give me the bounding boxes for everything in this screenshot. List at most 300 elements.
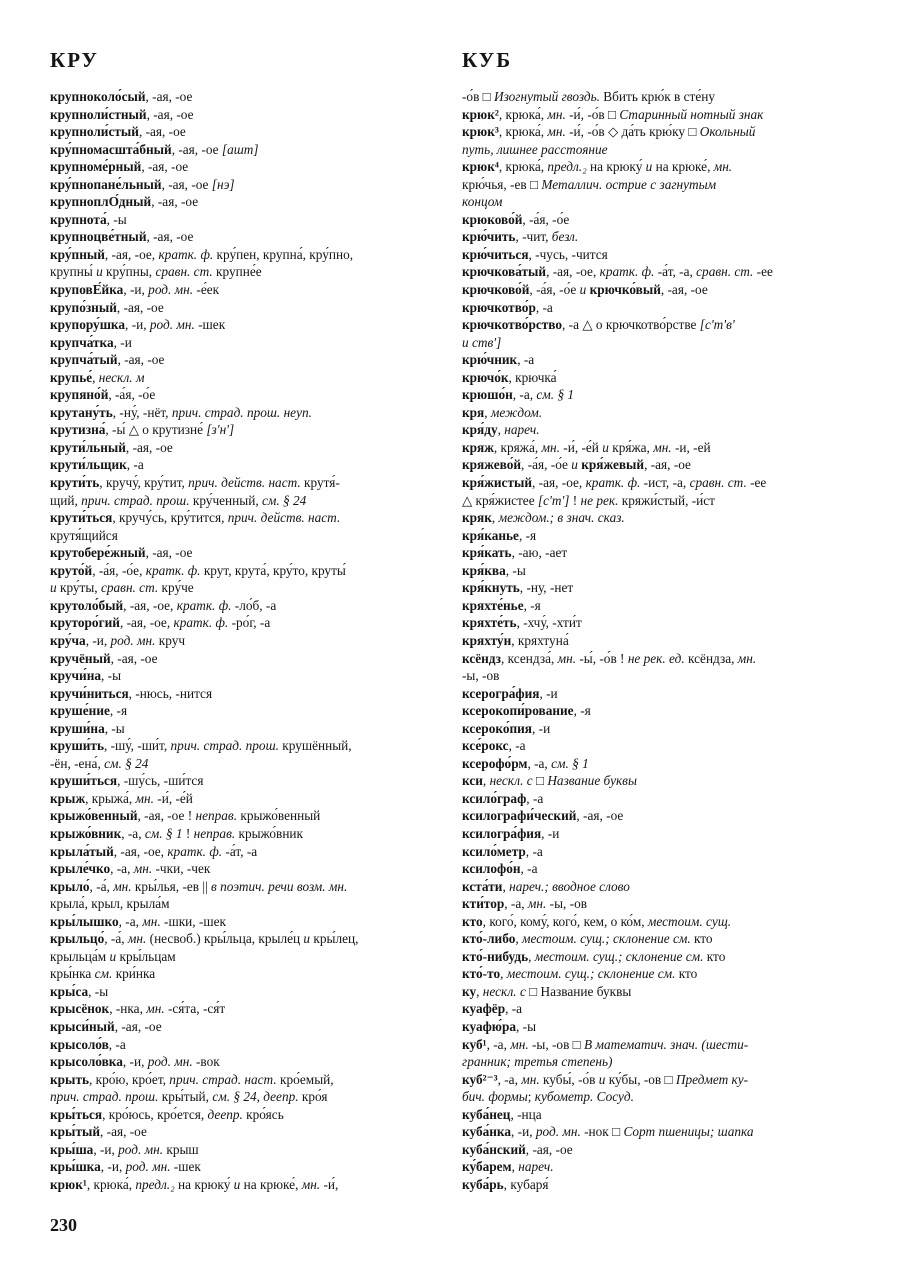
entry-text: , -и, xyxy=(122,1054,148,1070)
dictionary-line xyxy=(462,737,857,755)
entry-text: , -ая, -ое, xyxy=(119,615,174,631)
entry-text: , -ы xyxy=(516,1018,537,1034)
dictionary-line xyxy=(462,632,857,650)
dictionary-line xyxy=(50,1018,445,1036)
dictionary-line xyxy=(462,825,857,843)
dictionary-line xyxy=(462,614,857,632)
headword: куба́нец xyxy=(462,1106,511,1122)
grammar-note: см. § 24 xyxy=(104,755,149,771)
dictionary-line xyxy=(462,1141,857,1159)
entry-text: , xyxy=(92,369,99,385)
entry-text: -и́, xyxy=(320,1176,339,1192)
right-column xyxy=(462,88,857,1193)
grammar-note: [з'н'] xyxy=(206,422,235,438)
entry-text: крутя́- xyxy=(300,475,340,491)
dictionary-line xyxy=(462,1158,857,1176)
entry-text: круч xyxy=(155,632,186,648)
entry-text: , -ая, -ое xyxy=(660,282,708,298)
headword: ксе́рокс xyxy=(462,738,509,754)
grammar-note: не рек. ед. xyxy=(627,650,685,666)
entry-text: -вок xyxy=(192,1054,220,1070)
entry-text: , -шу́сь, -ши́тся xyxy=(117,773,204,789)
headword: кто́-либо xyxy=(462,931,516,947)
grammar-note: нескл. с xyxy=(482,983,526,999)
entry-text: Вбить крю́к в сте́ну xyxy=(599,89,716,104)
dictionary-line xyxy=(462,597,857,615)
grammar-note: мн. xyxy=(527,896,547,912)
entry-text: , -нюсь, -нится xyxy=(128,685,213,701)
grammar-note: мн. xyxy=(146,1001,165,1017)
dictionary-line xyxy=(462,228,857,246)
headword: круши́ться xyxy=(50,773,118,789)
dictionary-line xyxy=(462,281,857,299)
entry-text: □ xyxy=(532,773,548,789)
grammar-note: см. § 1 xyxy=(144,825,183,841)
grammar-note: кратк. ф. xyxy=(145,562,201,578)
headword: крупча́тый xyxy=(50,352,118,368)
headword: крыла́тый xyxy=(50,843,114,859)
dictionary-line xyxy=(50,281,445,299)
headword: крыжо́вник xyxy=(50,825,122,841)
headword: кры́ша xyxy=(50,1141,94,1157)
headword: ксилогра́фия xyxy=(462,825,542,841)
grammar-note: бич. формы xyxy=(462,1089,528,1105)
headword: кря́кнуть xyxy=(462,580,520,596)
dictionary-line xyxy=(462,158,857,176)
dictionary-line xyxy=(462,562,857,580)
dictionary-line xyxy=(462,141,857,159)
dictionary-line xyxy=(462,1106,857,1124)
headword: крутобере́жный xyxy=(50,545,146,561)
dictionary-line xyxy=(462,1123,857,1141)
headword: крупору́шка xyxy=(50,317,126,333)
dictionary-line xyxy=(462,1071,857,1089)
grammar-note: и xyxy=(50,580,57,596)
page-number: 230 xyxy=(50,1215,77,1235)
headword: кры́тый xyxy=(50,1124,101,1140)
dictionary-line xyxy=(50,632,445,650)
dictionary-line xyxy=(50,386,445,404)
dictionary-line xyxy=(50,965,445,983)
headword: куба́нский xyxy=(462,1141,526,1157)
headword: крупье́ xyxy=(50,369,93,385)
entry-text: кру́пны, xyxy=(102,264,156,280)
headword: кры́лышко xyxy=(50,913,119,929)
dictionary-line xyxy=(462,474,857,492)
dictionary-line xyxy=(462,123,857,141)
grammar-note: кратк. ф. xyxy=(585,475,641,491)
grammar-note: и xyxy=(645,159,653,175)
entry-text: , -ая, -ое xyxy=(146,229,194,245)
entry-text: , -ы xyxy=(505,562,526,578)
entry-text: кубы́, -о́в xyxy=(539,1071,599,1087)
grammar-note: см. § 24, деепр. xyxy=(212,1089,299,1105)
dictionary-line xyxy=(50,263,445,281)
dictionary-line xyxy=(462,1018,857,1036)
grammar-note: кратк. ф. xyxy=(599,264,655,280)
grammar-note: мн. xyxy=(557,650,577,666)
headword: кто́-нибудь xyxy=(462,948,529,964)
headword: круто́й xyxy=(50,562,93,578)
grammar-note: род. мн. xyxy=(125,1159,171,1175)
headword: куба́нка xyxy=(462,1124,512,1140)
dictionary-line xyxy=(50,843,445,861)
entry-text: , -и, xyxy=(85,632,111,648)
headword: крути́льный xyxy=(50,439,126,455)
headword: кря́ква xyxy=(462,562,506,578)
dictionary-line xyxy=(462,106,857,124)
headword: крутоло́бый xyxy=(50,597,124,613)
headword: крупноме́рный xyxy=(50,159,142,175)
entry-text: ксёндза, xyxy=(684,650,738,666)
grammar-note: [с'т'] xyxy=(537,492,570,508)
entry-text: , крюка́, xyxy=(498,106,548,122)
entry-text: , -а́я, -о́е xyxy=(529,282,580,298)
entry-text: , -ая, -ое xyxy=(138,124,186,140)
entry-text: кро́емый, xyxy=(276,1071,334,1087)
dictionary-line xyxy=(50,1036,445,1054)
entry-text: -а́т, -а, xyxy=(654,264,697,280)
entry-text: -ён, -ена́, xyxy=(50,755,105,771)
grammar-note: прич. страд. прош. xyxy=(170,738,279,754)
entry-text: , -я xyxy=(518,527,537,543)
grammar-note: род. мн. xyxy=(110,632,156,648)
dictionary-line xyxy=(50,1141,445,1159)
headword: кряхту́н xyxy=(462,632,512,648)
headword: ксило́метр xyxy=(462,843,526,859)
grammar-note: Старинный нотный знак xyxy=(619,106,764,122)
dictionary-line xyxy=(50,597,445,615)
entry-text: -ее xyxy=(746,475,767,491)
entry-text: , -а́я, -о́е, xyxy=(92,562,146,578)
grammar-note: мн. xyxy=(547,106,566,122)
dictionary-line xyxy=(50,246,445,264)
dictionary-line xyxy=(50,983,445,1001)
entry-text: кряжи́стый, -и́ст xyxy=(618,492,715,508)
entry-text: , -ая, -ое xyxy=(644,457,691,473)
dictionary-line xyxy=(50,193,445,211)
dictionary-line xyxy=(462,299,857,317)
dictionary-line xyxy=(462,913,857,931)
entry-text: , -ая, -ое, xyxy=(123,597,177,613)
dictionary-line xyxy=(50,860,445,878)
grammar-note: нареч. xyxy=(518,1159,554,1175)
headword: кру́пномасшта́бный xyxy=(50,141,172,157)
headword: ксерокопи́рование xyxy=(462,703,574,719)
entry-text: , -я xyxy=(109,703,128,719)
headword: крупноколо́сый xyxy=(50,89,146,104)
dictionary-line xyxy=(462,544,857,562)
dictionary-line xyxy=(50,158,445,176)
dictionary-line xyxy=(462,965,857,983)
grammar-note: концом xyxy=(462,194,503,210)
entry-text: -чки, -чек xyxy=(152,861,211,877)
grammar-note: мн. xyxy=(301,1176,321,1192)
entry-text: , -аю, -ает xyxy=(511,545,568,561)
grammar-note: род. мн. xyxy=(535,1124,581,1140)
headword: кря xyxy=(462,404,485,420)
dictionary-line xyxy=(462,492,857,510)
entry-text: , -ая, -ое xyxy=(525,1141,573,1157)
entry-text: , -ну́, -нёт, xyxy=(112,404,172,420)
grammar-note: прич. действ. наст. xyxy=(188,475,301,491)
entry-text: , xyxy=(500,966,507,982)
entry-text: , крюка́, xyxy=(498,124,548,140)
grammar-note: сравн. ст. xyxy=(100,580,159,596)
entry-text: , -хчу́, -хти́т xyxy=(516,615,582,631)
headword: круши́на xyxy=(50,720,105,736)
grammar-note: см. § 1 xyxy=(536,387,575,403)
dictionary-line xyxy=(50,1158,445,1176)
dictionary-line xyxy=(50,562,445,580)
entry-text: , кого́, кому́, кого́, кем, о ко́м, xyxy=(482,913,648,929)
entry-text: крупны́ xyxy=(50,264,97,280)
dictionary-line xyxy=(462,369,857,387)
headword: крыси́ный xyxy=(50,1018,115,1034)
dictionary-line xyxy=(50,614,445,632)
headword: кры́са xyxy=(50,983,89,999)
headword: круповЕ́йка xyxy=(50,282,124,298)
dictionary-line xyxy=(50,825,445,843)
headword: куба́рь xyxy=(462,1176,504,1192)
entry-text: , -а, xyxy=(512,387,537,403)
entry-text: -и́, -е́й xyxy=(153,790,193,806)
entry-text: , -а xyxy=(108,1036,126,1052)
dictionary-line xyxy=(50,509,445,527)
entry-text: , -а́я, -о́е xyxy=(521,457,572,473)
grammar-note: местоим. сущ.; склонение см. xyxy=(534,948,704,964)
grammar-note: междом.; в знач. сказ. xyxy=(498,510,625,526)
headword: крюк⁴ xyxy=(462,159,499,175)
dictionary-line xyxy=(50,1000,445,1018)
grammar-note: прич. действ. наст. xyxy=(227,510,341,526)
entry-text: кры́лья, -ев || xyxy=(131,878,212,894)
headword: крючкотво́рство xyxy=(462,317,563,333)
grammar-note: прич. страд. прош. xyxy=(50,1089,159,1105)
headword: ксерофо́рм xyxy=(462,755,528,771)
grammar-note: мн. xyxy=(113,878,132,894)
headword: крюк² xyxy=(462,106,499,122)
dictionary-line xyxy=(50,878,445,896)
entry-text: , -нка, xyxy=(109,1001,147,1017)
grammar-note: В математич. знач. (шести- xyxy=(584,1036,749,1052)
dictionary-line xyxy=(50,1071,445,1089)
dictionary-line xyxy=(50,404,445,422)
headword: кря́жевый xyxy=(577,457,645,473)
entry-text: , -а, xyxy=(504,896,528,912)
grammar-note: кратк. ф. xyxy=(173,615,229,631)
entry-text: кры́льцам xyxy=(116,948,176,964)
dictionary-line xyxy=(50,527,445,545)
grammar-note: род. мн. xyxy=(148,282,194,298)
headword: кряхте́нье xyxy=(462,597,524,613)
entry-text: кря́жа, xyxy=(608,439,654,455)
headword: ксерогра́фия xyxy=(462,685,540,701)
entry-text: , -а, xyxy=(121,825,145,841)
headword: крюк³ xyxy=(462,124,499,140)
entry-text: , -а xyxy=(520,861,538,877)
dictionary-line xyxy=(50,141,445,159)
grammar-note: нареч. xyxy=(504,422,540,438)
entry-text: , крюка́, xyxy=(498,159,548,175)
dictionary-line xyxy=(462,404,857,422)
grammar-note: предл.₂ xyxy=(135,1176,175,1192)
dictionary-line xyxy=(50,316,445,334)
grammar-note: см. § 24 xyxy=(261,492,307,508)
headword: кто xyxy=(462,913,483,929)
dictionary-line xyxy=(50,211,445,229)
dictionary-line xyxy=(50,772,445,790)
dictionary-line xyxy=(462,579,857,597)
grammar-note: мн. xyxy=(713,159,733,175)
grammar-note: гранник; третья степень) xyxy=(462,1054,613,1070)
headword: кру́пный xyxy=(50,246,105,262)
entry-text: , -а △ о крючкотво́рстве xyxy=(562,317,700,333)
grammar-note: [нэ] xyxy=(211,176,235,192)
grammar-note: см. xyxy=(94,966,113,982)
dictionary-line xyxy=(50,650,445,668)
grammar-note: прич. страд. прош. xyxy=(81,492,190,508)
entry-text: , -а xyxy=(526,790,544,806)
entry-text: (несвоб.) кры́льца, крыле́ц xyxy=(146,931,304,947)
dictionary-line xyxy=(462,948,857,966)
entry-text: , кручу́, кру́тит, xyxy=(99,475,189,491)
headword: кру́ча xyxy=(50,632,86,648)
entry-text: крыла́, крыл, крыла́м xyxy=(50,896,170,912)
entry-text: , -ая, -ое, xyxy=(113,843,168,859)
grammar-note: мн. xyxy=(653,439,672,455)
headword: крысёнок xyxy=(50,1001,110,1017)
entry-text: -и́, -о́в □ xyxy=(565,106,620,122)
headword: крюшо́н xyxy=(462,387,513,403)
grammar-note: предл.₂ xyxy=(547,159,587,175)
entry-text: , -а, xyxy=(486,1036,511,1052)
entry-text: , -а xyxy=(508,738,526,754)
dictionary-line xyxy=(50,334,445,352)
entry-text: кто xyxy=(703,948,726,964)
dictionary-line xyxy=(50,474,445,492)
entry-text: , ксендза́, xyxy=(501,650,558,666)
entry-text: -ло́б, -а xyxy=(231,597,277,613)
entry-text: , -и, xyxy=(93,1141,119,1157)
headword: кряхте́ть xyxy=(462,615,517,631)
grammar-note: в поэтич. речи возм. мн. xyxy=(211,878,348,894)
headword: крючо́к xyxy=(462,369,509,385)
entry-text: , -ы xyxy=(88,983,109,999)
grammar-note: см. § 1 xyxy=(551,755,589,771)
entry-text: , -ая, -ое ! xyxy=(137,808,196,824)
grammar-note: сравн. ст. xyxy=(696,264,754,280)
grammar-note: неправ. xyxy=(195,808,238,824)
entry-text: , -ая, -ое xyxy=(117,352,165,368)
entry-text: , -ая, -ое xyxy=(171,141,222,157)
headword: куб¹ xyxy=(462,1036,487,1052)
dictionary-line xyxy=(50,123,445,141)
headword: крупноли́стый xyxy=(50,124,139,140)
entry-text: кро́ясь xyxy=(242,1106,284,1122)
dictionary-line xyxy=(50,720,445,738)
entry-text: , кряжа́, xyxy=(493,439,542,455)
entry-text: крыжо́вник xyxy=(235,825,304,841)
entry-text: -нок □ xyxy=(580,1124,624,1140)
entry-text: , -я xyxy=(573,703,591,719)
headword: ку xyxy=(462,983,477,999)
entry-text: на крюку́ xyxy=(586,159,646,175)
headword: куафю́ра xyxy=(462,1018,516,1034)
entry-text: , xyxy=(502,878,510,894)
entry-text: , -ы xyxy=(101,668,122,684)
headword: кря́ду xyxy=(462,422,498,438)
dictionary-line xyxy=(50,88,445,106)
entry-text: , -нца xyxy=(510,1106,542,1122)
entry-text: -и́, -е́й xyxy=(559,439,603,455)
entry-text: , -и xyxy=(532,720,551,736)
headword: ксило́граф xyxy=(462,790,527,806)
dictionary-line xyxy=(462,772,857,790)
entry-text: , -ая, -ое xyxy=(114,1018,162,1034)
entry-text: , xyxy=(491,510,499,526)
entry-text: -ы, -ов □ xyxy=(528,1036,585,1052)
entry-text: , -а, xyxy=(110,861,134,877)
dictionary-line xyxy=(462,755,857,773)
entry-text: , -ая, -ое, xyxy=(546,264,600,280)
dictionary-line xyxy=(50,106,445,124)
entry-text: ! xyxy=(569,492,581,508)
grammar-note: [с'т'в' xyxy=(699,317,735,333)
entry-text: , -ая, -ое xyxy=(161,176,212,192)
dictionary-line xyxy=(50,176,445,194)
dictionary-line xyxy=(50,667,445,685)
dictionary-line xyxy=(462,527,857,545)
dictionary-line xyxy=(462,685,857,703)
grammar-note: Металлич. острие с загнутым xyxy=(541,176,717,192)
entry-text: -ся́та, -ся́т xyxy=(164,1001,226,1017)
entry-text: , кро́ю, кро́ет, xyxy=(89,1071,170,1087)
entry-text: -ист, -а, xyxy=(640,475,690,491)
grammar-note: мн. xyxy=(737,650,757,666)
grammar-note: деепр. xyxy=(207,1106,243,1122)
grammar-note: прич. страд. наст. xyxy=(169,1071,277,1087)
dictionary-line xyxy=(50,579,445,597)
entry-text: , -чит, xyxy=(515,229,552,245)
entry-text: , -а́, xyxy=(104,931,128,947)
entry-text: , -а xyxy=(517,352,535,368)
dictionary-line xyxy=(50,369,445,387)
entry-text: , -ая, -ое xyxy=(116,299,164,315)
entry-text: , xyxy=(484,404,491,420)
entry-text: -е́ек xyxy=(193,282,220,298)
headword: кру́пнопане́льный xyxy=(50,176,162,192)
dictionary-line xyxy=(462,439,857,457)
entry-text: , -ая, -ое xyxy=(145,89,193,104)
entry-text: на крюке́, xyxy=(652,159,714,175)
headword: кручи́на xyxy=(50,668,101,684)
headword: крупнота́ xyxy=(50,211,107,227)
dictionary-line xyxy=(50,421,445,439)
entry-text: , -ая, -ое, xyxy=(104,246,159,262)
dictionary-line xyxy=(50,1123,445,1141)
grammar-note: мн. xyxy=(541,439,560,455)
headword: куафёр xyxy=(462,1001,506,1017)
entry-text: кру́ты, xyxy=(56,580,101,596)
grammar-note: мн. xyxy=(142,913,161,929)
dictionary-line xyxy=(50,1088,445,1106)
headword: круторо́гий xyxy=(50,615,120,631)
entry-text: , -ая, -ое xyxy=(125,439,173,455)
entry-text: кри́нка xyxy=(112,966,156,982)
dictionary-line xyxy=(50,439,445,457)
grammar-note: путь, лишнее расстояние xyxy=(462,141,608,157)
